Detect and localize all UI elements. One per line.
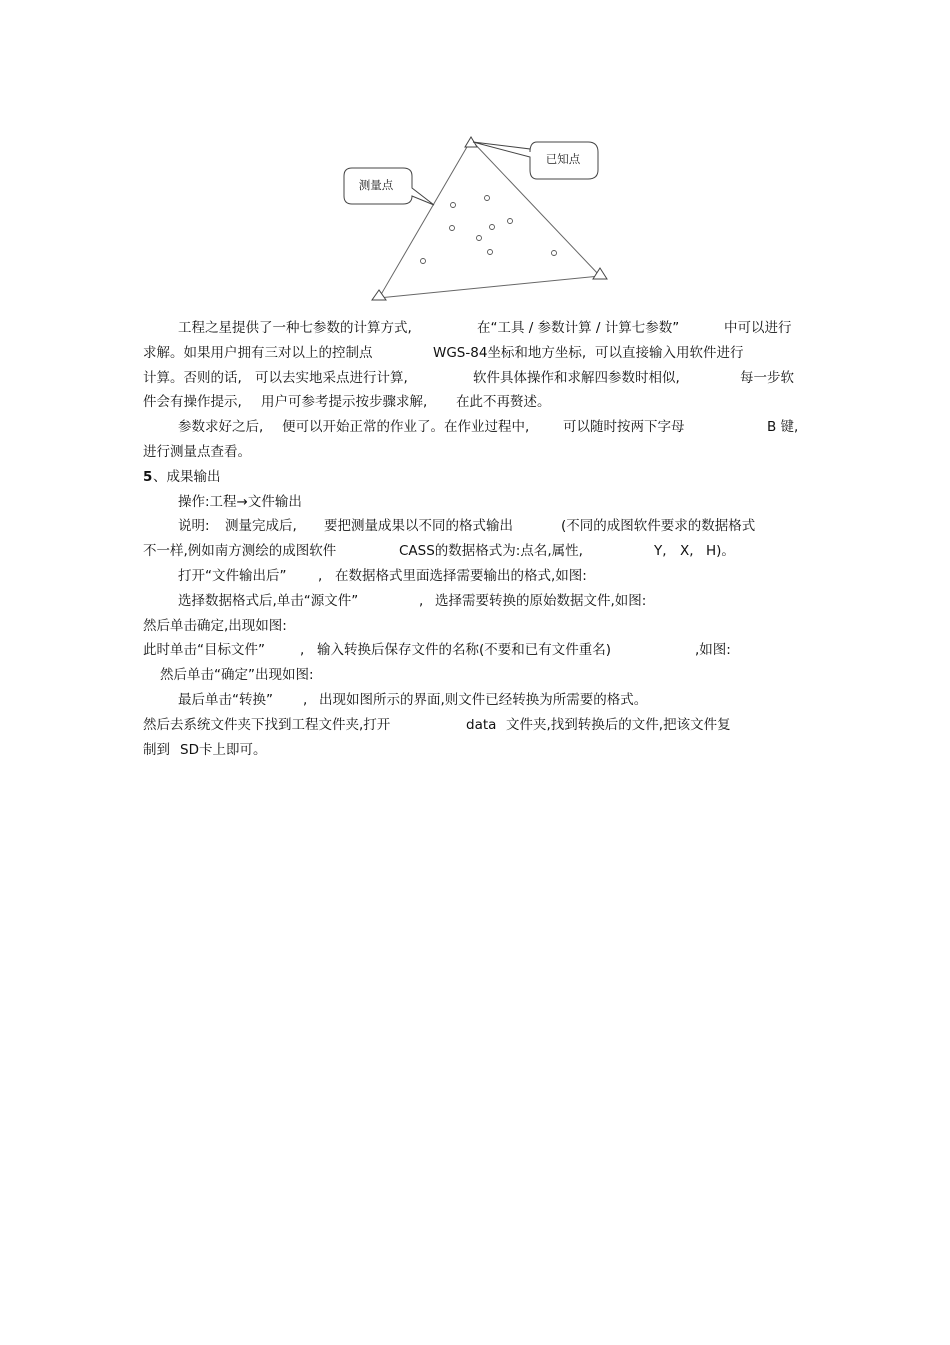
text-run: Y, <box>654 543 667 560</box>
text-run: 制到 <box>143 741 170 758</box>
p1-line-2 <box>143 341 808 366</box>
text-run: 可以直接输入用软件进行 <box>595 344 744 361</box>
text-run: 工程之星提供了一种七参数的计算方式, <box>178 320 412 336</box>
text-run: 文件夹,找到转换后的文件,把该文件复 <box>506 716 731 733</box>
text-run: 此时单击“目标文件” <box>143 642 265 659</box>
convert-line <box>143 688 808 713</box>
text-run: 打开“文件输出后” <box>178 567 287 584</box>
explain-line-1 <box>143 514 808 539</box>
text-run: 然后单击确定,出现如图: <box>143 617 287 634</box>
text-run: 在“工具 / 参数计算 / 计算七参数” <box>477 320 680 336</box>
text-run: 便可以开始正常的作业了。在作业过程中, <box>282 419 530 436</box>
text-run: 用户可参考提示按步骤求解, <box>261 394 428 411</box>
known-point-marker-left <box>372 290 386 300</box>
text-run: 在此不再赘述。 <box>456 394 551 411</box>
text-run: 选择数据格式后,单击“源文件” <box>178 592 359 609</box>
text-run: 参数求好之后, <box>178 419 264 436</box>
text-run: , <box>303 691 308 708</box>
p1-line-4 <box>143 390 808 415</box>
text-run: 然后单击“确定”出现如图: <box>160 667 314 684</box>
text-run: 求解。如果用户拥有三对以上的控制点 <box>143 344 373 361</box>
text-run: 件会有操作提示, <box>143 394 242 411</box>
text-run: , <box>419 592 424 609</box>
text-run: 选择需要转换的原始数据文件,如图: <box>435 592 647 609</box>
triangle-diagram-svg <box>330 128 620 306</box>
text-run: , <box>300 642 305 659</box>
text-run: 中可以进行 <box>724 320 792 336</box>
section-number: 5 <box>143 468 153 485</box>
measure-point <box>508 219 513 224</box>
operation-line <box>143 490 808 515</box>
measure-point <box>552 251 557 256</box>
ok-line <box>143 663 808 688</box>
text-run: X, <box>680 543 694 560</box>
section-heading <box>143 465 808 490</box>
p2-line-2 <box>143 440 808 465</box>
known-point-marker-right <box>593 268 607 279</box>
text-run: 可以随时按两下字母 <box>563 419 685 436</box>
text-run: CASS的数据格式为:点名,属性, <box>399 543 583 560</box>
text-run: , <box>318 567 323 584</box>
text-run: 每一步软 <box>740 369 794 386</box>
text-run: H)。 <box>706 543 735 560</box>
p2-line-1 <box>143 415 808 440</box>
section-title: 、成果输出 <box>153 468 221 485</box>
open-output-line <box>143 564 808 589</box>
p1-line-3 <box>143 366 808 391</box>
measure-point <box>490 225 495 230</box>
measure-point <box>450 226 455 231</box>
text-run: WGS-84坐标和地方坐标, <box>433 344 587 361</box>
text-run: (不同的成图软件要求的数据格式 <box>561 518 756 535</box>
text-run: 不一样,例如南方测绘的成图软件 <box>143 543 337 560</box>
text-run: 最后单击“转换” <box>178 691 273 708</box>
explain-line-2 <box>143 539 808 564</box>
target-file-line <box>143 638 808 663</box>
text-run: 在数据格式里面选择需要输出的格式,如图: <box>335 567 587 584</box>
text-run: 出现如图所示的界面,则文件已经转换为所需要的格式。 <box>319 691 648 708</box>
text-run: 要把测量成果以不同的格式输出 <box>324 518 513 535</box>
text-run: 测量完成后, <box>225 518 297 535</box>
text-run: 软件具体操作和求解四参数时相似, <box>473 369 680 386</box>
control-point-diagram <box>330 128 620 306</box>
measure-point <box>421 259 426 264</box>
text-run: B 键, <box>767 419 799 436</box>
measure-point <box>485 196 490 201</box>
measure-point <box>451 203 456 208</box>
p1-line-1 <box>143 316 808 341</box>
text-run: 可以去实地采点进行计算, <box>255 369 408 386</box>
select-source-line <box>143 589 808 614</box>
text-run: 说明: <box>178 518 210 535</box>
known-point-label: 已知点 <box>545 152 581 166</box>
document-body <box>143 316 808 762</box>
confirm-line <box>143 614 808 639</box>
text-run: ,如图: <box>695 642 731 659</box>
text-run: 进行测量点查看。 <box>143 443 251 460</box>
final-line-2 <box>143 738 808 763</box>
final-line-1 <box>143 713 808 738</box>
text-run: 输入转换后保存文件的名称(不要和已有文件重名) <box>317 642 612 659</box>
measure-point <box>488 250 493 255</box>
text-run: 操作:工程→文件输出 <box>178 493 302 510</box>
measure-point-label: 测量点 <box>358 178 394 192</box>
text-run: 然后去系统文件夹下找到工程文件夹,打开 <box>143 716 391 733</box>
measure-point <box>477 236 482 241</box>
text-run: 计算。否则的话, <box>143 369 242 386</box>
text-run: data <box>466 716 497 733</box>
text-run: SD卡上即可。 <box>180 741 267 758</box>
